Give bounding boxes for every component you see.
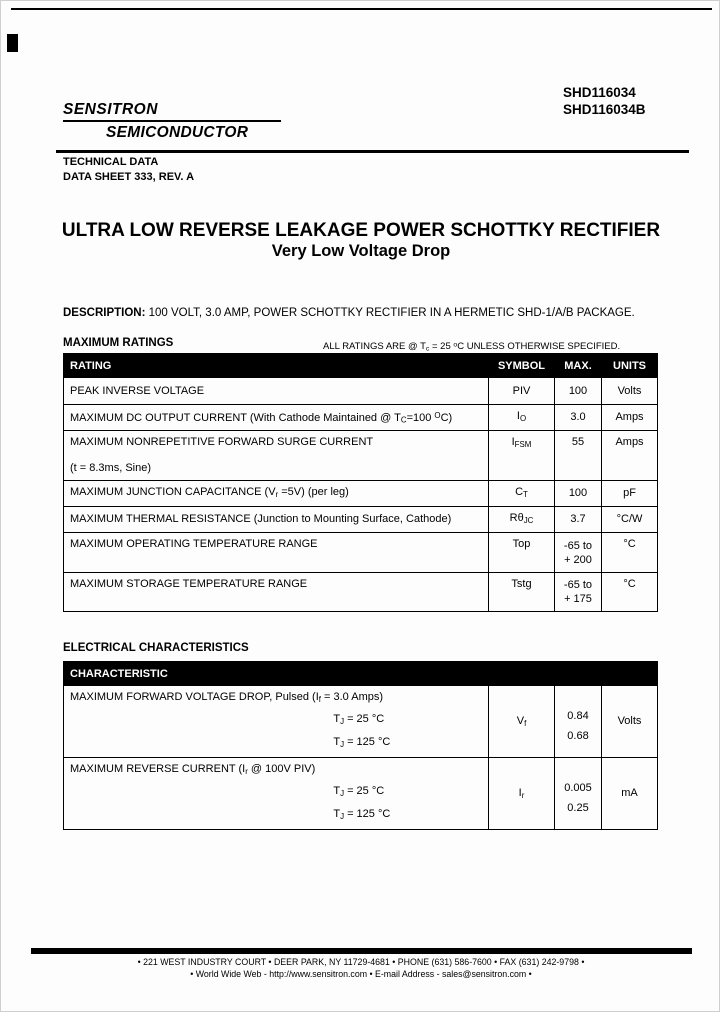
col-header-rating: RATING [64, 354, 489, 378]
table-row [64, 378, 658, 405]
rating-max [555, 573, 602, 612]
col-header-symbol: SYMBOL [489, 354, 555, 378]
part-number-2: SHD116034B [563, 101, 646, 117]
description-label: DESCRIPTION: [63, 307, 146, 319]
char-condition-2: $T_J = 125$ °C [333, 735, 391, 749]
datasheet-ref: DATA SHEET 333, REV. A [63, 171, 195, 183]
rating-symbol: $I_{FSM}$ [489, 431, 555, 481]
char-name: MAXIMUM REVERSE CURRENT ($I_r$ @ 100V PIV) [70, 762, 316, 776]
rating-max: 100 [555, 378, 602, 405]
rating-units: °C [602, 533, 658, 573]
scan-artifact-mark [7, 34, 18, 52]
char-max-cell [555, 757, 602, 829]
char-symbol: $I_r$ [489, 757, 555, 829]
rating-units: Amps [602, 405, 658, 431]
footer-address: • 221 WEST INDUSTRY COURT • DEER PARK, NY 11729-4681 • PHONE (631) 586-7600 • FAX (631) 242-9798 • [137, 957, 585, 967]
footer-divider-bar [31, 948, 692, 954]
char-units: Volts [602, 686, 658, 758]
rating-symbol: $R\theta_{JC}$ [489, 507, 555, 533]
rating-name: MAXIMUM JUNCTION CAPACITANCE $(V_r =5V)$ (per leg) [64, 481, 489, 507]
char-name: MAXIMUM FORWARD VOLTAGE DROP, Pulsed ($I_f = 3.0$ Amps) [70, 691, 384, 704]
table-row [64, 573, 658, 612]
rating-name: MAXIMUM OPERATING TEMPERATURE RANGE [64, 533, 489, 573]
rating-max [555, 533, 602, 573]
electrical-heading: ELECTRICAL CHARACTERISTICS [63, 642, 249, 654]
char-max-2: 0.68 [567, 730, 589, 742]
scan-artifact-line [11, 8, 712, 10]
doc-subtitle: Very Low Voltage Drop [271, 242, 451, 260]
col-header-characteristic: CHARACTERISTIC [64, 662, 658, 686]
rating-name: MAXIMUM DC OUTPUT CURRENT (With Cathode Maintained @ $T_C=100$ $^O$C) [64, 405, 489, 431]
description-text: 100 VOLT, 3.0 AMP, POWER SCHOTTKY RECTIFIER IN A HERMETIC SHD-1/A/B PACKAGE. [145, 307, 635, 319]
char-max-2: 0.25 [567, 801, 589, 814]
brand-name: SENSITRON [63, 101, 281, 122]
char-units: mA [602, 757, 658, 829]
rating-max-line1: -65 to [563, 579, 593, 591]
char-name-cell [64, 757, 489, 829]
spacer [555, 688, 601, 706]
rating-max: 3.7 [555, 507, 602, 533]
rating-symbol: $I_O$ [489, 405, 555, 431]
technical-data-label: TECHNICAL DATA [63, 156, 159, 168]
rating-symbol: $C_T$ [489, 481, 555, 507]
part-numbers [563, 85, 646, 118]
rating-symbol: Tstg [489, 573, 555, 612]
rating-max: 55 [555, 431, 602, 481]
max-ratings-heading: MAXIMUM RATINGS [63, 337, 174, 349]
char-max-1: 0.84 [567, 710, 589, 722]
col-header-max: MAX. [555, 354, 602, 378]
rating-max-line1: -65 to [563, 539, 593, 552]
electrical-table [63, 661, 658, 830]
rating-max: 100 [555, 481, 602, 507]
char-max-1: 0.005 [564, 781, 592, 794]
rating-units: Amps [602, 431, 658, 481]
rating-units: Volts [602, 378, 658, 405]
table-row [64, 431, 658, 481]
spacer [555, 760, 601, 778]
rating-max-line2: + 175 [564, 593, 592, 605]
table-row [64, 481, 658, 507]
table-row [64, 533, 658, 573]
rating-max: 3.0 [555, 405, 602, 431]
doc-title: ULTRA LOW REVERSE LEAKAGE POWER SCHOTTKY RECTIFIER [61, 220, 661, 241]
rating-name-line1: MAXIMUM NONREPETITIVE FORWARD SURGE CURRENT [70, 436, 374, 448]
table-row [64, 507, 658, 533]
char-condition-1: $T_J = 25$ °C [333, 712, 385, 726]
rating-symbol: Top [489, 533, 555, 573]
char-max-cell [555, 686, 602, 758]
table-row [64, 405, 658, 431]
rating-symbol: PIV [489, 378, 555, 405]
description [63, 307, 663, 319]
rating-max-line2: + 200 [564, 553, 592, 566]
table-header-row [64, 662, 658, 686]
rating-units: °C [602, 573, 658, 612]
col-header-units: UNITS [602, 354, 658, 378]
table-row [64, 686, 658, 758]
rating-name: MAXIMUM THERMAL RESISTANCE (Junction to Mounting Surface, Cathode) [64, 507, 489, 533]
ratings-note: ALL RATINGS ARE @ $T_c = 25$ $^o$C UNLESS OTHERWISE SPECIFIED. [323, 341, 621, 353]
char-symbol: $V_f$ [489, 686, 555, 758]
rating-units: pF [602, 481, 658, 507]
table-header-row [64, 354, 658, 378]
char-condition-2: $T_J = 125$ °C [333, 807, 391, 821]
char-condition-1: $T_J = 25$ °C [333, 784, 385, 798]
rating-name: PEAK INVERSE VOLTAGE [64, 378, 489, 405]
brand-subname: SEMICONDUCTOR [106, 124, 249, 141]
rating-units: °C/W [602, 507, 658, 533]
header-divider [56, 150, 689, 153]
char-name-cell [64, 686, 489, 758]
part-number-1: SHD116034 [563, 85, 636, 100]
footer-web: • World Wide Web - http://www.sensitron.com • E-mail Address - sales@sensitron.com • [190, 969, 532, 979]
rating-name-line2: (t = 8.3ms, Sine) [70, 462, 152, 474]
max-ratings-table [63, 353, 658, 612]
brand-logo [63, 101, 281, 142]
rating-name [64, 431, 489, 481]
table-row [64, 757, 658, 829]
rating-name: MAXIMUM STORAGE TEMPERATURE RANGE [64, 573, 489, 612]
